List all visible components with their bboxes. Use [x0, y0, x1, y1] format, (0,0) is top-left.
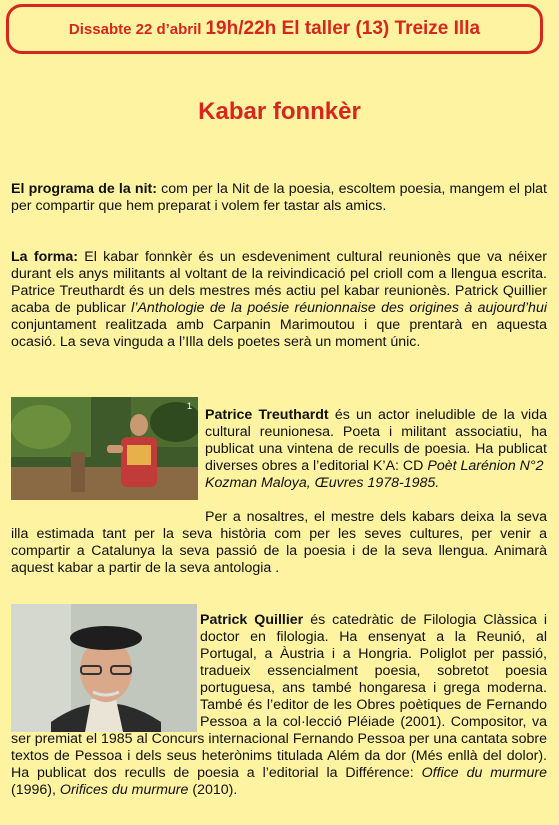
page-title: Kabar fonnkèr — [198, 98, 361, 125]
forma-text-1: El kabar fonnkèr és un esdeveniment cultural reunionès que va néixer durant els anys militants al voltant de la reivindicació pel crioll com a llengua escrita. Patrice Treuthardt és un dels mestres més actiu pel kabar reunionès. Patrick Quillier acaba de publicar — [11, 249, 547, 316]
anthology-title: l’Anthologie de la poésie réunionnaise des origines à aujourd’hui — [131, 300, 547, 316]
treuthardt-name: Patrice Treuthardt — [205, 407, 329, 423]
event-date: Dissabte 22 d’abril — [68, 20, 202, 38]
forma-text-2: conjuntament realitzada amb Carpanin Marimoutou i que prentarà en aquesta ocasió. La seva vinguda a l’Illa dels poetes serà un moment únic. — [11, 317, 547, 350]
quillier-text-2: (1996), — [11, 782, 60, 798]
quillier-text-1: és catedràtic de Filologia Clàssica i doctor en filologia. Ha ensenyat a la Reunió, al Portugal, a Àustria i a Hongria. Poliglot per passió, tradueix essencialment poesia, sobretot poesia portuguesa, ans també hongaresa i grega moderna. També és l’editor de les Obres poètiques de Fernando Pessoa a la col·lecció Pléiade (2001). Compositor, va ser premiat el 1985 al Concurs internacional Fernando Pessoa per una cantata sobre textos de Pessoa i dels seus heterònims titulada Além da dor (Més enllà del dolor). Ha publicat dos reculls de poesia a l’editorial la Différence: — [11, 612, 547, 781]
quillier-text-3: (2010). — [188, 782, 238, 798]
treuthardt-paragraph — [205, 407, 547, 492]
treuthardt-photo — [11, 397, 198, 500]
treuthardt-paragraph-2: Per a nosaltres, el mestre dels kabars deixa la seva illa estimada tant per la seva història com per les seves cultures, per venir a compartir a Catalunya la seva passió de la poesia i de la seva llengua. Animarà aquest kabar a partir de la seva antologia . — [11, 509, 547, 576]
event-time-place: 19h/22h El taller (13) Treize Illa — [205, 18, 481, 39]
programa-text: com per la Nit de la poesia, escoltem poesia, mangem el plat per compartir que hem preparat i volem fer tastar als amics. — [11, 181, 547, 214]
treuthardt-work-1: Poèt Larénion N°2 — [427, 458, 544, 474]
person-photo-icon — [11, 397, 198, 500]
quillier-work-1: Office du murmure — [421, 765, 547, 781]
forma-paragraph — [11, 249, 547, 351]
treuthardt-work-2: Kozman Maloya, Œuvres 1978-1985. — [205, 475, 440, 491]
programa-label: El programa de la nit: — [11, 181, 157, 197]
event-banner — [6, 4, 543, 54]
photo-spacer — [11, 612, 200, 731]
programa-paragraph — [11, 181, 547, 215]
quillier-name: Patrick Quillier — [200, 612, 304, 628]
photo-badge: 1 — [187, 401, 193, 411]
quillier-paragraph — [11, 612, 547, 799]
forma-label: La forma: — [11, 249, 78, 265]
quillier-work-2: Orifices du murmure — [59, 782, 189, 798]
treuthardt-text-1: és un actor ineludible de la vida cultural reunionesa. Poeta i militant associatiu, ha publicat una vintena de reculls de poesia. Ha publicat diverses obres a l’editorial K’A: CD — [205, 407, 547, 474]
